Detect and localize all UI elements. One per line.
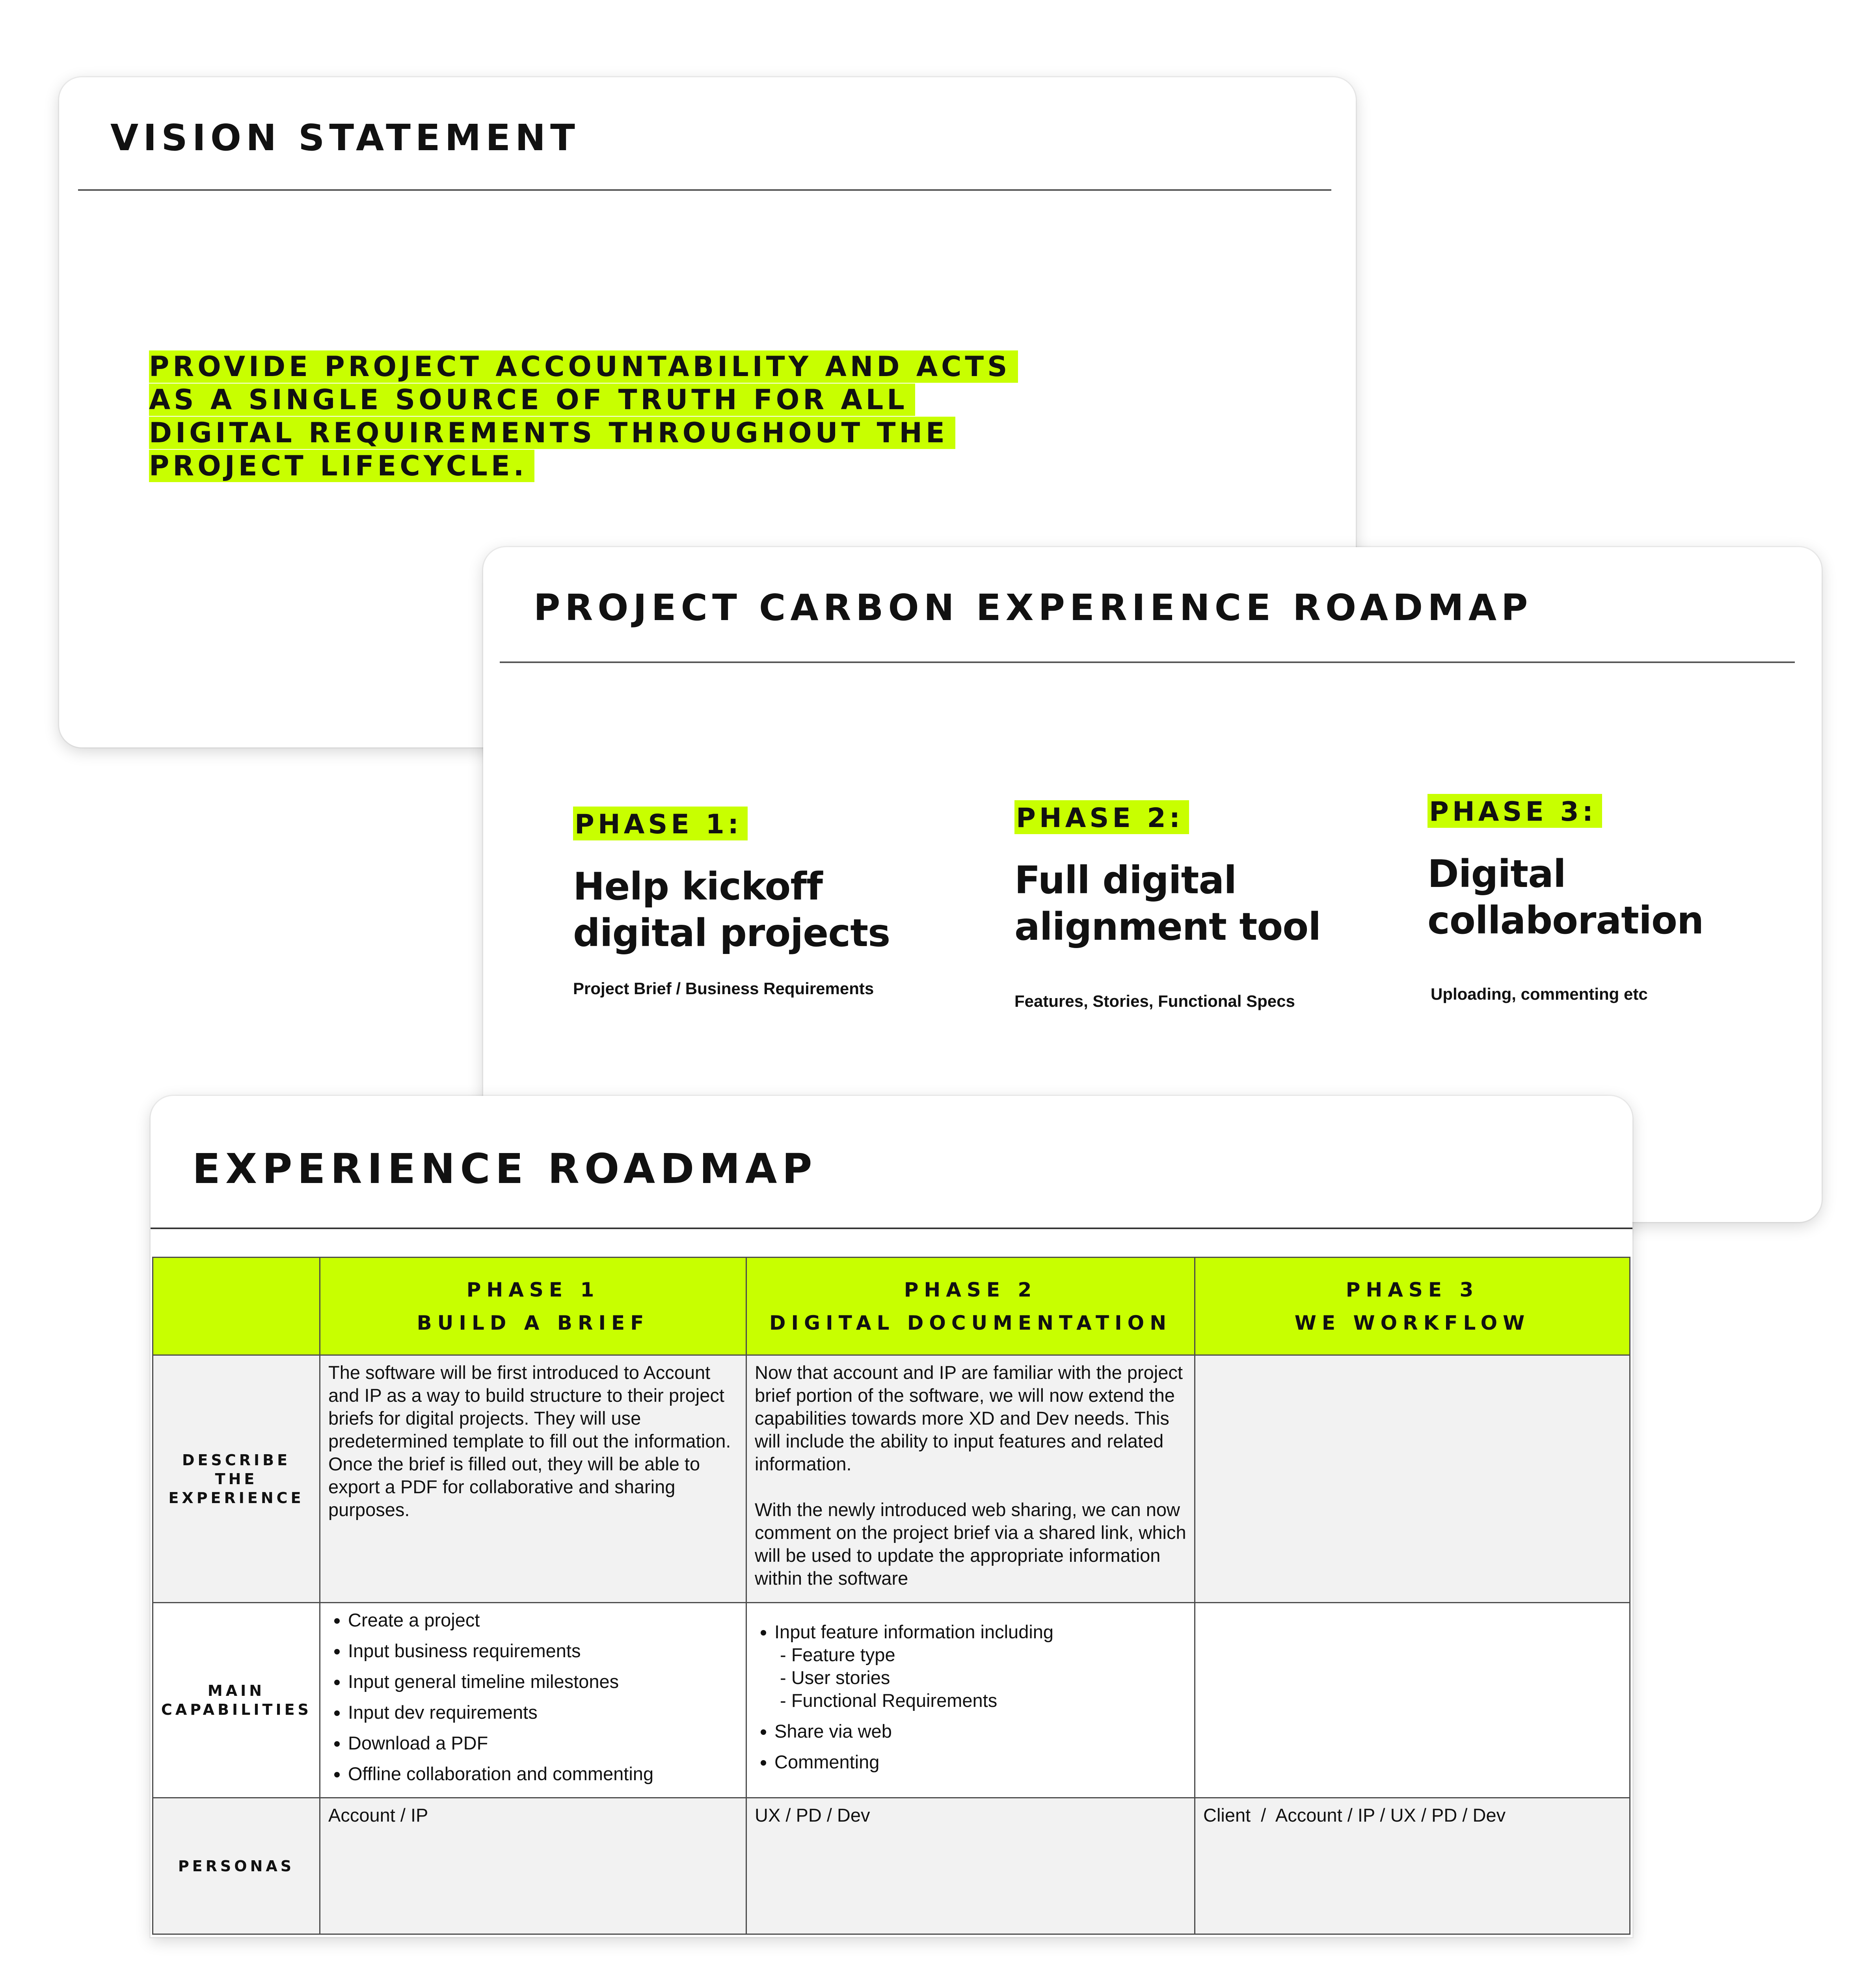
roadmap-divider xyxy=(500,661,1795,663)
personas-phase-2-cell: UX / PD / Dev xyxy=(746,1798,1195,1934)
list-item: • Share via web xyxy=(774,1720,1186,1743)
column-header-phase-1: PHASE 1 BUILD A BRIEF xyxy=(320,1257,746,1355)
phase-title: Digital collaboration xyxy=(1427,852,1704,943)
vision-title: VISION STATEMENT xyxy=(110,117,580,159)
table-row-capabilities xyxy=(153,1603,1630,1798)
capabilities-phase-1-list xyxy=(328,1609,738,1785)
list-item: • Input dev requirements xyxy=(348,1701,738,1724)
table-header-row xyxy=(153,1257,1630,1355)
list-item: • Input feature information including - Feature type - User stories - Functional Requirements xyxy=(774,1621,1186,1712)
phase-label: PHASE 3: xyxy=(1427,794,1602,828)
vision-statement-text: PROVIDE PROJECT ACCOUNTABILITY AND ACTS AS A SINGLE SOURCE OF TRUTH FOR ALL DIGITAL REQUIREMENTS THROUGHOUT THE PROJECT LIFECYCLE. xyxy=(149,350,1018,482)
roadmap-title: PROJECT CARBON EXPERIENCE ROADMAP xyxy=(534,587,1533,629)
table-row-describe xyxy=(153,1355,1630,1603)
roadmap-phase-1 xyxy=(573,807,890,998)
list-item: • Input general timeline milestones xyxy=(348,1670,738,1693)
column-header-phase-2: PHASE 2 DIGITAL DOCUMENTATION xyxy=(746,1257,1195,1355)
experience-roadmap-table xyxy=(152,1257,1630,1935)
describe-phase-2-paragraph: With the newly introduced web sharing, we can now comment on the project brief via a shared link, which will be used to update the appropriate information within the software xyxy=(755,1499,1186,1589)
phase-title: Full digital alignment tool xyxy=(1014,858,1321,949)
personas-phase-1-cell: Account / IP xyxy=(320,1798,746,1934)
list-subitem: - Feature type xyxy=(780,1644,895,1665)
phase-subtitle: Uploading, commenting etc xyxy=(1431,985,1648,1003)
describe-phase-2-cell xyxy=(746,1355,1195,1603)
phase-subtitle: Project Brief / Business Requirements xyxy=(573,979,874,998)
experience-divider xyxy=(151,1228,1632,1229)
row-header-describe: DESCRIBE THE EXPERIENCE xyxy=(153,1355,320,1603)
list-item: • Commenting xyxy=(774,1751,1186,1774)
list-subitem: - Functional Requirements xyxy=(780,1690,998,1711)
list-item: • Download a PDF xyxy=(348,1732,738,1755)
phase-title: Help kickoff digital projects xyxy=(573,864,890,955)
capabilities-phase-2-list xyxy=(755,1621,1186,1774)
list-item: • Input business requirements xyxy=(348,1639,738,1662)
experience-title: EXPERIENCE ROADMAP xyxy=(192,1145,817,1193)
roadmap-phase-3 xyxy=(1427,794,1703,1004)
capabilities-phase-1-cell xyxy=(320,1603,746,1798)
table-corner-cell xyxy=(153,1257,320,1355)
personas-phase-3-cell: Client / Account / IP / UX / PD / Dev xyxy=(1195,1798,1630,1934)
describe-phase-2-paragraph: Now that account and IP are familiar with the project brief portion of the software, we will now extend the capabilities towards more XD and Dev needs. This will include the ability to input features and related information. xyxy=(755,1362,1183,1474)
roadmap-phase-2 xyxy=(1014,800,1321,1011)
vision-statement xyxy=(149,350,1055,483)
capabilities-phase-3-cell xyxy=(1195,1603,1630,1798)
row-header-personas: PERSONAS xyxy=(153,1798,320,1934)
capabilities-phase-2-sublist xyxy=(774,1643,1186,1712)
phase-label: PHASE 2: xyxy=(1014,800,1189,834)
list-item: • Offline collaboration and commenting xyxy=(348,1762,738,1785)
experience-roadmap-card xyxy=(151,1096,1632,1937)
describe-phase-3-cell xyxy=(1195,1355,1630,1603)
row-header-capabilities: MAIN CAPABILITIES xyxy=(153,1603,320,1798)
vision-divider xyxy=(78,189,1331,191)
table-row-personas xyxy=(153,1798,1630,1934)
list-subitem: - User stories xyxy=(780,1667,890,1688)
phase-label: PHASE 1: xyxy=(573,807,748,840)
column-header-phase-3: PHASE 3 WE WORKFLOW xyxy=(1195,1257,1630,1355)
list-item: • Create a project xyxy=(348,1609,738,1632)
phase-subtitle: Features, Stories, Functional Specs xyxy=(1014,992,1295,1010)
describe-phase-1-cell: The software will be first introduced to Account and IP as a way to build structure to their project briefs for digital projects. They will use predetermined template to fill out the information. Once the brief is filled out, they will be able to export a PDF for collaborative and sharing purposes. xyxy=(320,1355,746,1603)
capabilities-phase-2-cell xyxy=(746,1603,1195,1798)
